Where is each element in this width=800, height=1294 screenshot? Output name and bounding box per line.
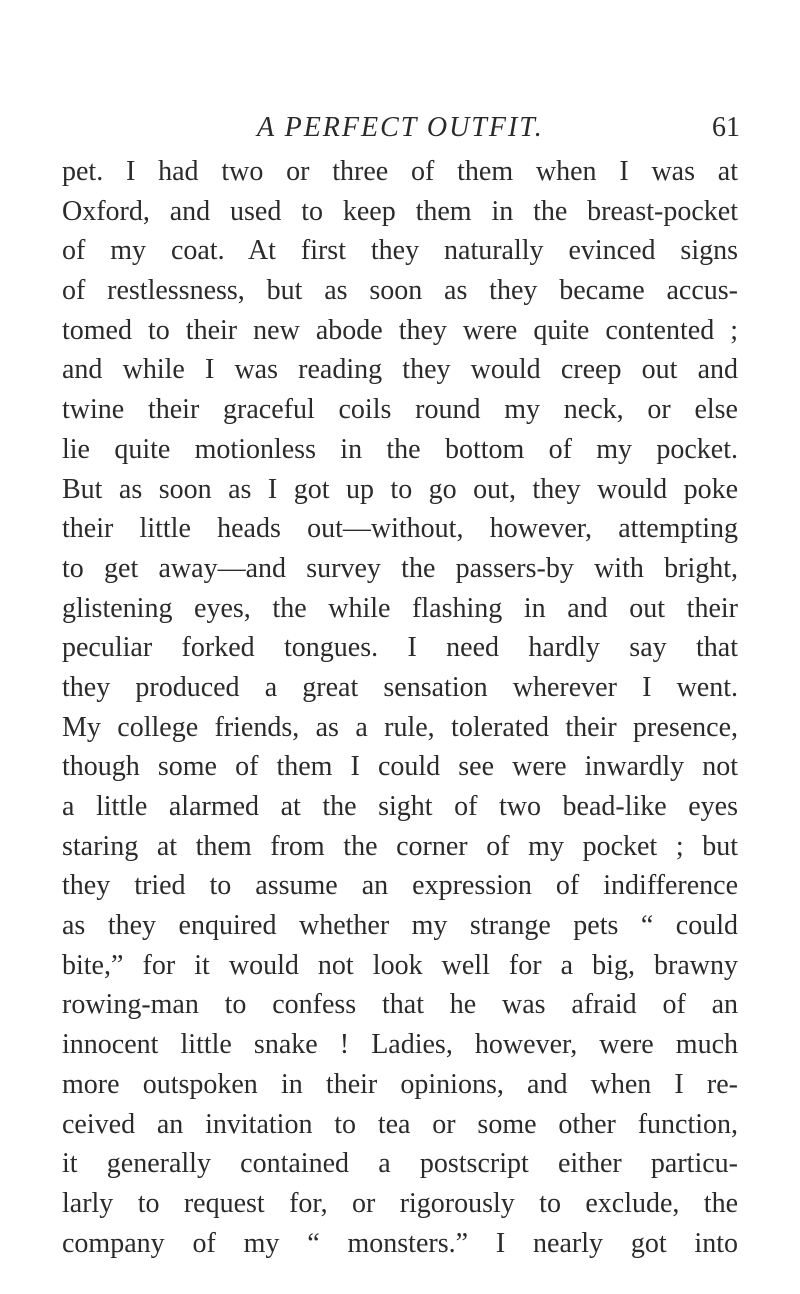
text-line: of restlessness, but as soon as they became accus- <box>62 275 738 307</box>
text-line: it generally contained a postscript either particu- <box>62 1148 738 1180</box>
text-line: glistening eyes, the while flashing in and out their <box>62 592 738 624</box>
text-line: ceived an invitation to tea or some other function, <box>62 1108 738 1140</box>
text-line: a little alarmed at the sight of two bead-like eyes <box>62 791 738 822</box>
text-line: My college friends, as a rule, tolerated their presence, <box>62 711 738 743</box>
page-number: 61 <box>712 112 740 143</box>
text-line: company of my “ monsters.” I nearly got into <box>62 1227 738 1259</box>
text-line: twine their graceful coils round my neck, or else <box>62 394 738 426</box>
text-line: they produced a great sensation wherever I went. <box>62 671 738 703</box>
text-line: though some of them I could see were inwardly not <box>62 751 738 783</box>
text-line: rowing-man to confess that he was afraid of an <box>62 989 738 1021</box>
text-line: as they enquired whether my strange pets “ could <box>62 910 738 942</box>
text-line: of my coat. At first they naturally evinced signs <box>62 235 738 267</box>
text-line: they tried to assume an expression of indifference <box>62 870 738 902</box>
text-line: larly to request for, or rigorously to exclude, the <box>62 1187 738 1219</box>
running-head-title: A PERFECT OUTFIT. <box>257 112 544 143</box>
text-line: to get away—and survey the passers-by with bright, <box>62 552 738 584</box>
text-line: lie quite motionless in the bottom of my pocket. <box>62 433 738 465</box>
text-line: and while I was reading they would creep out and <box>62 354 738 386</box>
text-line: their little heads out—without, however, attempting <box>62 513 738 545</box>
text-line: bite,” for it would not look well for a big, brawny <box>62 949 738 981</box>
text-line: pet. I had two or three of them when I was at <box>62 156 738 187</box>
body-text <box>62 152 738 1263</box>
text-line: staring at them from the corner of my pocket ; but <box>62 830 738 862</box>
text-line: innocent little snake ! Ladies, however, were much <box>62 1029 738 1061</box>
text-line: more outspoken in their opinions, and when I re- <box>62 1068 738 1100</box>
text-line: But as soon as I got up to go out, they would poke <box>62 473 738 505</box>
text-line: Oxford, and used to keep them in the breast-pocket <box>62 195 738 227</box>
text-line: peculiar forked tongues. I need hardly say that <box>62 632 738 664</box>
text-line: tomed to their new abode they were quite contented ; <box>62 314 738 346</box>
